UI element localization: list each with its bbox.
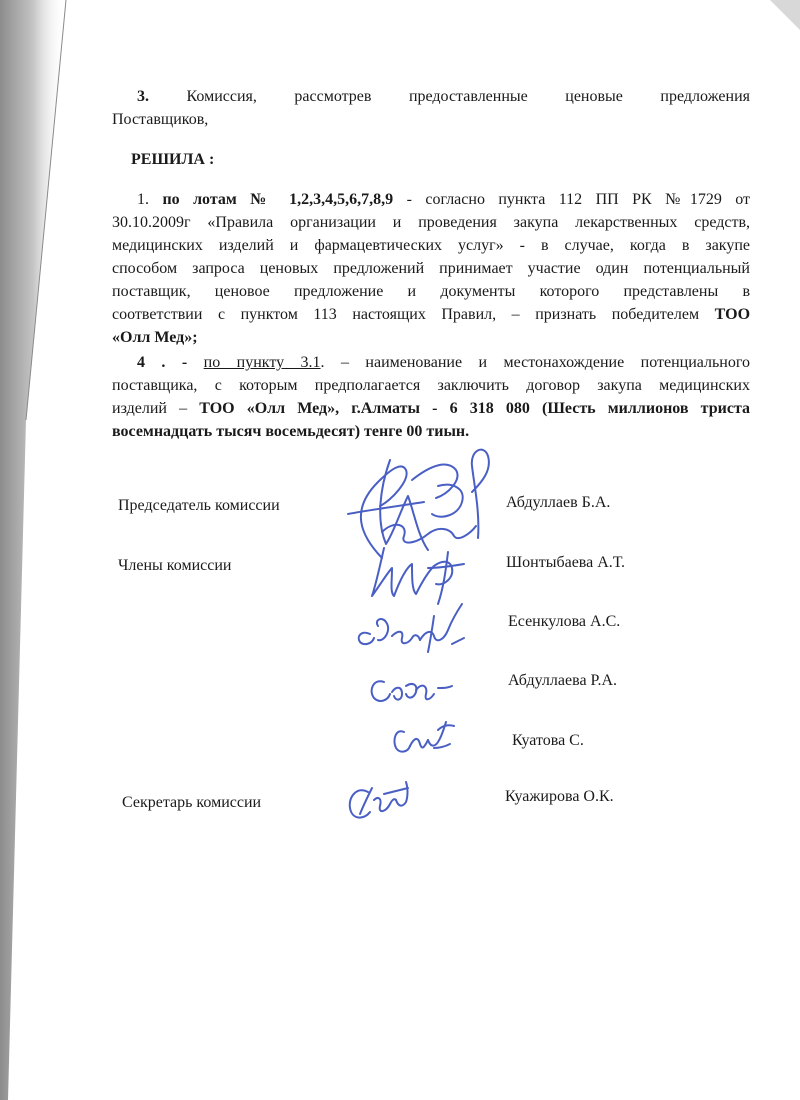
item1-line5: поставщик, ценовое предложение и документы которого представлены в bbox=[112, 283, 750, 300]
item4-line1 bbox=[112, 352, 750, 374]
member3-signature bbox=[366, 668, 456, 708]
item1-line1 bbox=[112, 189, 750, 211]
item1-winner: «Олл Мед»; bbox=[112, 329, 198, 346]
item1-number: 1. bbox=[137, 191, 149, 208]
item4-text1: . – наименование и местонахождение потенциального bbox=[320, 354, 751, 371]
section3-number: 3. bbox=[137, 88, 149, 105]
item4-ref: по пункту 3.1 bbox=[203, 354, 321, 371]
item4-winner-amount: ТОО «Олл Мед», г.Алматы - 6 318 080 (Шесть миллионов триста bbox=[199, 400, 750, 417]
chairman-role: Председатель комиссии bbox=[118, 497, 280, 514]
item4-line2: поставщика, с которым предполагается заключить договор закупа медицинских bbox=[112, 377, 750, 394]
section3-line2: Поставщиков, bbox=[112, 111, 209, 128]
item4-text3: изделий – bbox=[112, 400, 188, 417]
member2-signature bbox=[348, 596, 468, 656]
item4-number: 4 . - bbox=[137, 354, 188, 371]
secretary-name: Куажирова О.К. bbox=[505, 788, 614, 805]
item1-lots: по лотам № 1,2,3,4,5,6,7,8,9 bbox=[162, 191, 394, 208]
item1-line2: 30.10.2009г «Правила организации и проведения закупа лекарственных средств, bbox=[112, 214, 750, 231]
item1-line3: медицинских изделий и фармацевтических услуг» - в случае, когда в закупе bbox=[112, 237, 750, 254]
member4-signature bbox=[390, 718, 460, 758]
item1-line6 bbox=[112, 304, 750, 326]
members-role: Члены комиссии bbox=[118, 557, 232, 574]
item1-text1: - согласно пункта 112 ПП РК №1729 от bbox=[406, 191, 751, 208]
member3-name: Абдуллаева Р.А. bbox=[508, 672, 617, 689]
chairman-name: Абдуллаев Б.А. bbox=[506, 494, 611, 511]
item4-line3 bbox=[112, 398, 750, 420]
decided-heading: РЕШИЛА : bbox=[131, 151, 215, 168]
member1-name: Шонтыбаева А.Т. bbox=[506, 554, 625, 571]
member2-name: Есенкулова А.С. bbox=[508, 613, 621, 630]
section3-line1 bbox=[112, 86, 750, 108]
secretary-signature bbox=[338, 778, 418, 828]
item1-text6: соответствии с пунктом 113 настоящих Правил, – признать победителем bbox=[112, 306, 700, 323]
item1-line4: способом запроса ценовых предложений принимает участие один потенциальный bbox=[112, 260, 750, 277]
secretary-role: Секретарь комиссии bbox=[122, 794, 262, 811]
item4-amount-words: восемнадцать тысяч восемьдесят) тенге 00 тиын. bbox=[112, 423, 470, 440]
member4-name: Куатова С. bbox=[512, 732, 584, 749]
section3-text: Комиссия, рассмотрев предоставленные ценовые предложения bbox=[186, 88, 751, 105]
item1-winner-prefix: ТОО bbox=[714, 306, 751, 323]
